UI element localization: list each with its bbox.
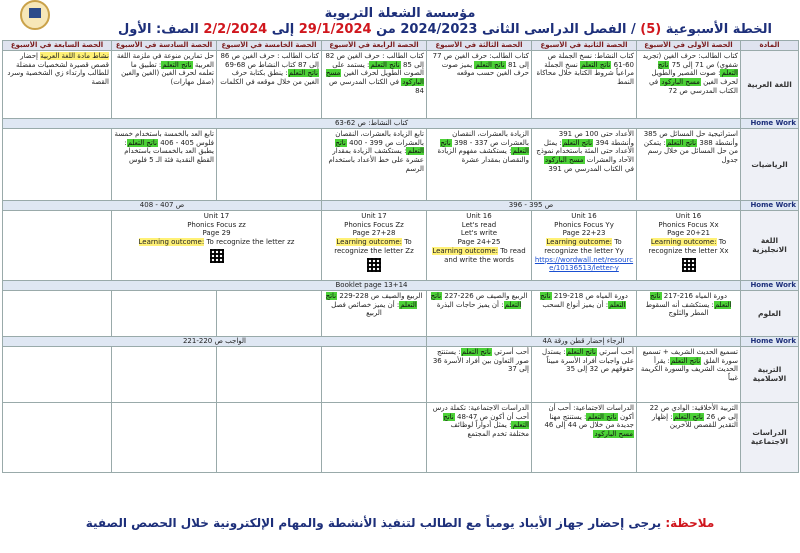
- subject-cell: الدراسات الاجتماعية: [741, 402, 799, 472]
- school-logo: [20, 0, 50, 30]
- homework-label: Home Work: [741, 118, 799, 128]
- col-header: الحصة الأولى في الأسبوع: [637, 41, 741, 51]
- subject-cell: اللغة العربية: [741, 50, 799, 118]
- phonics-title: Phonics Focus Zz: [344, 220, 404, 229]
- outcome-text: : يستنتج صور التعاون بين أفراد الأسرة 36 إلى 37: [432, 347, 529, 374]
- title-part: إلى: [267, 22, 299, 37]
- lesson-cell: [112, 210, 322, 280]
- lesson-cell: [3, 402, 112, 472]
- unit-title: Unit 17: [361, 211, 387, 220]
- outcome-label: Learning outcome:: [546, 238, 613, 246]
- lesson-text: أحب أسرتي: [494, 347, 529, 356]
- grade-label: الصف: الأول: [118, 22, 204, 37]
- note-label: ملاحظة:: [661, 516, 715, 530]
- date-to: 2/2/2024: [203, 22, 268, 37]
- page-ref: Page 27+28: [352, 229, 396, 238]
- organization-name: مؤسسة الشعلة التربوية: [324, 6, 476, 21]
- page-ref: Page 24+25: [457, 238, 501, 246]
- lesson-text: التربية الأخلاقية: الوادي ص 22 إلى ص 26: [649, 403, 738, 421]
- lesson-text: كتاب الطالب: حرف الغين (تجريد شفوي) ص 71 إلى 75: [642, 51, 738, 69]
- lesson-text: في الكتاب المدرسي ص 391: [548, 164, 634, 173]
- lesson-cell: [217, 290, 322, 336]
- lesson-cell: [112, 290, 217, 336]
- lesson-cell: [112, 128, 217, 200]
- lesson-text: تابع الزيادة بالعشرات، النقصان بالعشرات ص 399 - 400: [335, 129, 424, 147]
- lesson-cell: [637, 128, 741, 200]
- subject-cell: اللغة الانجليزية: [741, 210, 799, 280]
- lesson-cell: [532, 50, 637, 118]
- unit-title: Unit 17: [203, 211, 230, 220]
- phonics-title: Phonics Focus zz: [187, 220, 246, 229]
- outcome-text: : ينطق بكتابة حرف الغين من خلال موقعه في الكلمات: [220, 69, 319, 86]
- outcome-text: : يستكشف مفهوم الزيادة والنقصان بمقدار عشرة: [437, 147, 529, 164]
- lesson-text: كتاب النشاط: نسخ الجملة ص 60-61: [547, 51, 634, 69]
- outcome-label: ناتج التعلم: [430, 291, 522, 309]
- lesson-cell: [532, 290, 637, 336]
- social-row: [3, 402, 799, 472]
- unit-title: Unit 16: [466, 211, 492, 220]
- lesson-cell: [427, 290, 532, 336]
- page-header: [0, 0, 800, 40]
- math-row: [3, 128, 799, 200]
- outcome-text: : صوت القصير والطويل لحرف الغين: [651, 69, 738, 86]
- subject-cell: التربية الاسلامية: [741, 346, 799, 402]
- outcome-label: Learning outcome:: [138, 238, 205, 246]
- outcome-text: : يقرأ الحديث الشريف والسورة الكريمة غيباً: [640, 356, 738, 382]
- activity-title: نشاط مادة اللغة العربية: [40, 51, 109, 60]
- outcome-text: : يمثل الأعداد حتى المئة باستخدام نموذج الآحاد والعشرات: [536, 138, 634, 164]
- arabic-row: [3, 50, 799, 118]
- lesson-cell: [322, 346, 427, 402]
- weekly-plan-table: [2, 40, 799, 473]
- lesson-text: الأعداد حتى 100 ص 391 وأنشطة 394: [558, 129, 634, 147]
- lesson-cell: [217, 50, 322, 118]
- outcome-text: : يستنتج مهنا جديدة من خلال ص 44 إلى 46: [544, 412, 634, 430]
- outcome-label: ناتج التعلم: [325, 291, 417, 309]
- outcome-text: نسخ الجملة مراعياً شروط الكتابة خلال محاكاة النمط: [536, 60, 634, 86]
- title-part: / الفصل الدراسى الثانى 2024/2023 من: [371, 22, 641, 37]
- homework-row: [3, 200, 799, 210]
- lesson-text: الربيع والصيف ص 226-227: [444, 291, 528, 300]
- outcome-text: : يطبق العد بالخمسات باستخدام القطع النقدية فئة الـ 5 فلوس: [124, 138, 214, 164]
- outcome-text: : يمثل أدواراً لوظائف مختلفة تخدم المجتمع: [450, 421, 529, 438]
- lesson-text: تابع العد بالخمسة باستخدام خمسة فلوس 405 - 406: [114, 129, 214, 147]
- homework-cell: كتاب النشاط: ص 62-63: [3, 118, 741, 128]
- outcome-label: ناتج التعلم: [475, 60, 505, 69]
- outcome-text: To recognize the letter Zz: [334, 238, 414, 255]
- homework-cell: ص 395 - 396: [322, 200, 741, 210]
- lesson-text: الدراسات الاجتماعية: تكملة درس أحب أن أكون ص 47-48: [432, 403, 529, 421]
- outcome-label: ناتج التعلم: [581, 60, 611, 69]
- outcome-label: ناتج التعلم: [540, 291, 626, 309]
- activity-cell: [3, 50, 112, 118]
- lesson-cell: [532, 210, 637, 280]
- lesson-title: Let's read: [461, 220, 497, 229]
- col-header: الحصة الخامسة في الأسبوع: [217, 41, 322, 51]
- outcome-text: : أن يميز أنواع السحب: [542, 300, 609, 309]
- lesson-cell: [322, 210, 427, 280]
- lesson-text: الربيع والصيف ص 228-229: [339, 291, 423, 300]
- outcome-label: ناتج التعلم: [461, 347, 491, 356]
- lesson-cell: [3, 210, 112, 280]
- lesson-cell: [427, 128, 532, 200]
- lesson-cell: [3, 128, 112, 200]
- outcome-text: To recognize the letter Xx: [648, 238, 729, 255]
- lesson-cell: [217, 128, 322, 200]
- lesson-cell: [322, 128, 427, 200]
- lesson-cell: [112, 346, 217, 402]
- outcome-label: ناتج التعلم: [562, 138, 593, 147]
- phonics-title: Phonics Focus Xx: [658, 220, 719, 229]
- homework-label: Home Work: [741, 280, 799, 290]
- subject-cell: العلوم: [741, 290, 799, 336]
- lesson-text: استراتيجية حل المسائل ص 385 وأنشطة 388: [643, 129, 738, 147]
- lesson-cell: [532, 402, 637, 472]
- outcome-text: To recognize the letter zz: [206, 238, 295, 246]
- lesson-cell: [3, 290, 112, 336]
- homework-label: Home Work: [741, 200, 799, 210]
- barcode-label: مسح الباركود: [325, 69, 424, 86]
- outcome-label: ناتج التعلم: [335, 138, 424, 156]
- lesson-cell: [217, 346, 322, 402]
- col-header: الحصة السابعة في الأسبوع: [3, 41, 112, 51]
- homework-row: [3, 280, 799, 290]
- outcome-text: : يستمد على الصوت الطويل لحرف الغين: [332, 60, 424, 78]
- outcome-label: ناتج التعلم: [666, 138, 697, 147]
- outcome-label: ناتج التعلم: [649, 291, 732, 309]
- col-header: المادة: [741, 41, 799, 51]
- page-ref: Page 29: [202, 229, 231, 238]
- outcome-label: Learning outcome:: [650, 238, 717, 246]
- lesson-text: الزيادة بالعشرات، النقصان بالعشرات ص 337 - 398: [452, 129, 529, 147]
- outcome-text: : يستدل على واجبات أفراد الأسرة مبيناً حقوقهم ص 32 إلى 35: [541, 347, 634, 374]
- lesson-cell: [322, 50, 427, 118]
- homework-cell: Booklet page 13+14: [3, 280, 741, 290]
- outcome-text: To recognize the letter Yy: [544, 238, 624, 255]
- qr-code-icon[interactable]: [210, 249, 224, 263]
- lesson-cell: [637, 402, 741, 472]
- lesson-cell: [427, 210, 532, 280]
- lesson-text: الدراسات الاجتماعية: أحب أن أكون: [548, 403, 634, 421]
- homework-row: [3, 336, 799, 346]
- lesson-text: كتاب الطالب : حرف الغين ص 86 إلى 87 كتاب النشاط ص 68-69: [220, 51, 319, 69]
- science-row: [3, 290, 799, 336]
- outcome-label: ناتج التعلم: [288, 69, 318, 78]
- lesson-cell: [532, 128, 637, 200]
- homework-label: Home Work: [741, 336, 799, 346]
- outcome-label: Learning outcome:: [432, 246, 499, 255]
- unit-title: Unit 16: [675, 211, 702, 220]
- barcode-label: مسح الباركود: [661, 78, 700, 86]
- qr-code-icon[interactable]: [682, 258, 696, 272]
- outcome-label: ناتج التعلم: [587, 412, 617, 421]
- lesson-cell: [112, 402, 217, 472]
- lesson-text: دورة المياه 216-217: [663, 291, 728, 300]
- activity-text: إحضار قصص قصيرة لشخصيات مفضلة للطالب وارتداء زي الشخصية وسرد القصة: [7, 51, 109, 86]
- english-row: [3, 210, 799, 280]
- col-header: الحصة الثالثة في الأسبوع: [427, 41, 532, 51]
- subject-cell: الرياضيات: [741, 128, 799, 200]
- outcome-text: : يتمكن من حل المسائل من خلال رسم جدول: [643, 138, 738, 164]
- outcome-text: To read and write the words: [444, 246, 526, 264]
- lesson-text: تسميع الحديث الشريف + تسميع سورة الفلق: [642, 347, 738, 365]
- page-ref: Page 20+21: [667, 229, 710, 238]
- col-header: الحصة الثانية في الأسبوع: [532, 41, 637, 51]
- lesson-text: كتاب الطالب : حرف الغين ص 82 إلى 85: [325, 51, 424, 69]
- plan-title: [95, 22, 795, 40]
- note-text: يرجى إحضار جهاز الأيباد يومياً مع الطالب لتنفيذ الأنشطة والمهام الإلكترونية خلال الحصص الصفية: [85, 516, 662, 530]
- date-from: 29/1/2024: [298, 22, 372, 37]
- page-ref: Page 22+23: [562, 229, 606, 238]
- outcome-text: يميز صوت حرف الغين حسب موقعه: [441, 60, 529, 78]
- outcome-text: : أن يميز خصائص فصل الربيع: [331, 300, 400, 318]
- outcome-label: ناتج التعلم: [162, 60, 192, 69]
- barcode-label: مسح الباركود: [545, 156, 584, 164]
- outcome-text: : تطبيق ما تعلمه لحرف الغين (الغين والغين (صقل مهارات): [121, 60, 214, 86]
- islamic-row: [3, 346, 799, 402]
- unit-title: Unit 16: [571, 211, 597, 220]
- lesson-text: كتاب الطالب: حرف الغين ص 77 إلى 81: [432, 51, 529, 69]
- lesson-cell: [532, 346, 637, 402]
- barcode-label: مسح الباركود: [594, 430, 633, 438]
- homework-cell: الرجاء إحضار قطن ورقة 4A: [427, 336, 741, 346]
- outcome-text: : إظهار التقدير للقصص للآخرين: [651, 412, 738, 430]
- lesson-cell: [637, 346, 741, 402]
- week-number: (5): [640, 22, 662, 37]
- outcome-label: Learning outcome:: [336, 238, 403, 246]
- homework-cell: ص 407 - 408: [3, 200, 322, 210]
- lesson-cell: [637, 210, 741, 280]
- title-part: الخطة الأسبوعية: [661, 22, 772, 37]
- lesson-text: أحب أسرتي: [599, 347, 634, 356]
- lesson-cell: [217, 402, 322, 472]
- lesson-cell: [3, 346, 112, 402]
- qr-code-icon[interactable]: [367, 258, 381, 272]
- outcome-label: ناتج التعلم: [657, 60, 738, 78]
- outcome-label: ناتج التعلم: [440, 138, 529, 156]
- outcome-label: ناتج التعلم: [443, 412, 529, 430]
- lesson-cell: [637, 290, 741, 336]
- col-header: الحصة الرابعة في الأسبوع: [322, 41, 427, 51]
- lesson-cell: [322, 402, 427, 472]
- header-row: [3, 41, 799, 51]
- lesson-title: Let's write: [460, 229, 498, 238]
- outcome-label: ناتج التعلم: [127, 138, 157, 147]
- homework-cell: الواجب ص 220-221: [3, 336, 427, 346]
- outcome-label: ناتج التعلم: [370, 60, 400, 69]
- lesson-text: في الكتاب المدرسي ص 84: [329, 78, 424, 95]
- lesson-cell: [427, 50, 532, 118]
- lesson-text: حل تمارين منوعة في ملزمة اللغة العربية: [116, 51, 214, 69]
- outcome-text: : يستكشف أنه السقوط المطر والثلوج: [645, 300, 714, 318]
- lesson-text: في الكتاب المدرسي ص 72: [648, 78, 738, 95]
- footer-note: [0, 516, 800, 538]
- outcome-label: ناتج التعلم: [566, 347, 596, 356]
- lesson-text: دورة المياه ص 218-219: [553, 291, 628, 300]
- lesson-cell: [427, 402, 532, 472]
- lesson-cell: [427, 346, 532, 402]
- outcome-label: ناتج التعلم: [670, 356, 701, 365]
- lesson-cell: [112, 50, 217, 118]
- lesson-cell: [637, 50, 741, 118]
- homework-row: [3, 118, 799, 128]
- outcome-text: : أن يميز حاجات البذرة: [436, 300, 504, 309]
- outcome-label: ناتج التعلم: [673, 412, 704, 421]
- resource-link[interactable]: https://wordwall.net/resource/10136513/letter-y: [534, 255, 634, 273]
- col-header: الحصة السادسة في الأسبوع: [112, 41, 217, 51]
- lesson-cell: [322, 290, 427, 336]
- phonics-title: Phonics Focus Yy: [554, 220, 614, 229]
- outcome-text: : يستكشف الزيادة بمقدار عشرة على خط الأعداد باستخدام الرسم: [328, 147, 424, 173]
